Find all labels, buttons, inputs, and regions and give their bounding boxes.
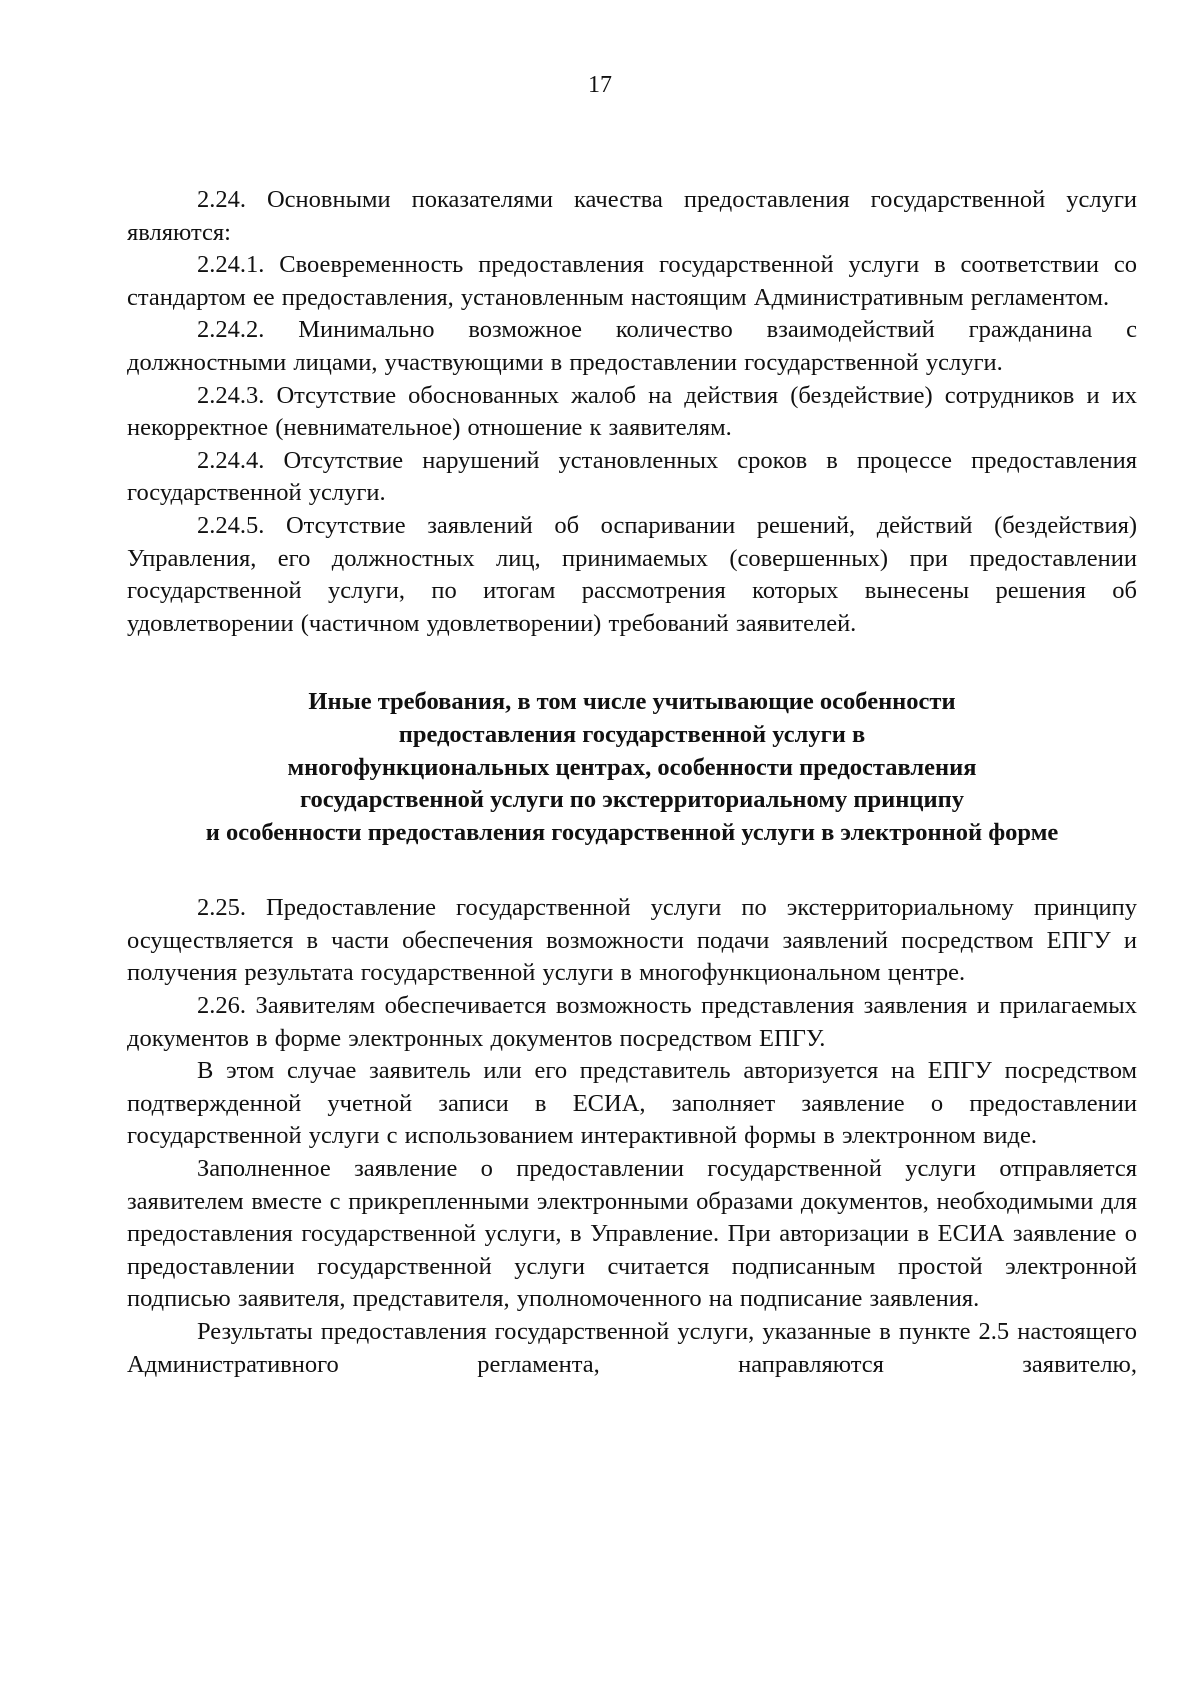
paragraph-2-24-4: 2.24.4. Отсутствие нарушений установленных сроков в процессе предоставления государственной услуги. bbox=[127, 446, 1137, 507]
paragraph-submitted-application: Заполненное заявление о предоставлении государственной услуги отправляется заявителем вместе с прикрепленными электронными образами документов, необходимыми для предоставления государственной услуги, в Управление. При авторизации в ЕСИА заявление о предоставлении государственной услуги считается подписанным простой электронной подписью заявителя, представителя, уполномоченного на подписание заявления. bbox=[127, 1155, 1137, 1313]
page-number: 17 bbox=[588, 72, 612, 98]
section-heading bbox=[127, 686, 1137, 849]
section-heading-line: и особенности предоставления государственной услуги в электронной форме bbox=[205, 818, 1059, 846]
paragraph-esia-authorization: В этом случае заявитель или его представитель авторизуется на ЕПГУ посредством подтвержденной учетной записи в ЕСИА, заполняет заявление о предоставлении государственной услуги с использованием интерактивной формы в электронном виде. bbox=[127, 1057, 1137, 1150]
paragraph-2-25: 2.25. Предоставление государственной услуги по экстерриториальному принципу осуществляется в части обеспечения возможности подачи заявлений посредством ЕПГУ и получения результата государственной услуги в многофункциональном центре. bbox=[127, 894, 1137, 987]
paragraph-2-24-1: 2.24.1. Своевременность предоставления государственной услуги в соответствии со стандартом ее предоставления, установленным настоящим Административным регламентом. bbox=[127, 251, 1137, 311]
paragraph-2-24-2: 2.24.2. Минимально возможное количество взаимодействий гражданина с должностными лицами, участвующими в предоставлении государственной услуги. bbox=[127, 316, 1137, 376]
section-heading-line: Иные требования, в том числе учитывающие особенности bbox=[308, 688, 956, 716]
paragraph-2-24-3: 2.24.3. Отсутствие обоснованных жалоб на действия (бездействие) сотрудников и их некорректное (невнимательное) отношение к заявителям. bbox=[127, 381, 1137, 442]
paragraph-2-24-5: 2.24.5. Отсутствие заявлений об оспаривании решений, действий (бездействия) Управления, его должностных лиц, принимаемых (совершенных) при предоставлении государственной услуги, по итогам рассмотрения которых вынесены решения об удовлетворении (частичном удовлетворении) требований заявителей. bbox=[127, 511, 1137, 637]
section-heading-line: многофункциональных центрах, особенности предоставления bbox=[287, 753, 977, 781]
paragraph-results: Результаты предоставления государственной услуги, указанные в пункте 2.5 настоящего Административного регламента, направляются заявителю, bbox=[127, 1318, 1137, 1378]
paragraph-2-26: 2.26. Заявителям обеспечивается возможность представления заявления и прилагаемых документов в форме электронных документов посредством ЕПГУ. bbox=[127, 992, 1137, 1052]
paragraph-2-24: 2.24. Основными показателями качества предоставления государственной услуги являются: bbox=[127, 186, 1137, 246]
section-heading-line: государственной услуги по экстерриториальному принципу bbox=[300, 786, 964, 814]
document-body bbox=[127, 184, 1137, 1381]
section-heading-line: предоставления государственной услуги в bbox=[398, 720, 866, 748]
